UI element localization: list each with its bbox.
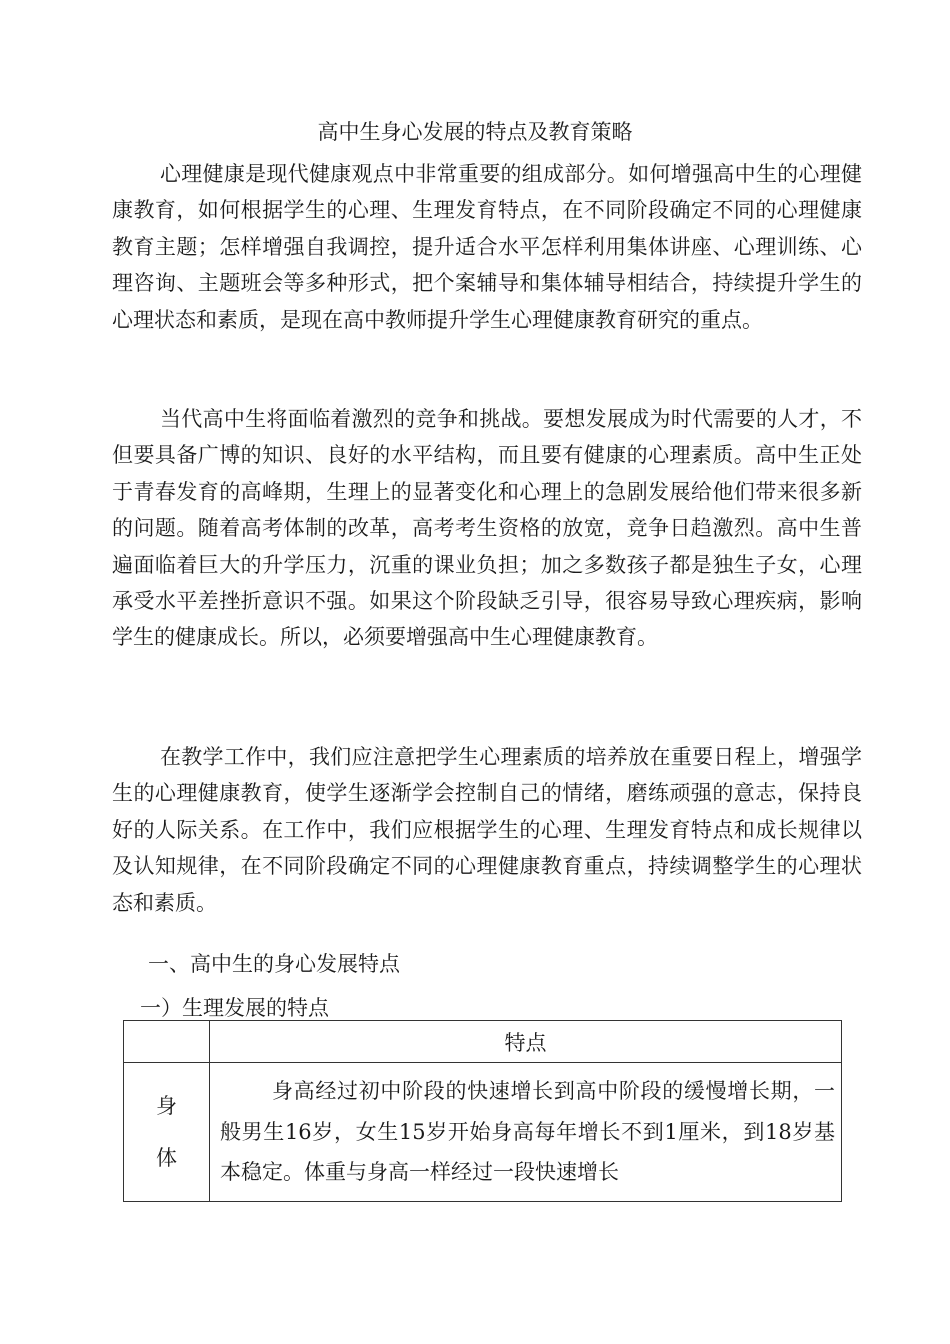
table-row [124,1063,842,1202]
paragraph-competition: 当代高中生将面临着激烈的竞争和挑战。要想发展成为时代需要的人才，不但要具备广博的知识、良好的水平结构，而且要有健康的心理素质。高中生正处于青春发育的高峰期，生理上的显著变化和心理上的急剧发展给他们带来很多新的问题。随着高考体制的改革，高考考生资格的放宽，竞争日趋激烈。高中生普遍面临着巨大的升学压力，沉重的课业负担；加之多数孩子都是独生子女，心理承受水平差挫折意识不强。如果这个阶段缺乏引导，很容易导致心理疾病，影响学生的健康成长。所以，必须要增强高中生心理健康教育。 [112,407,862,650]
section-heading: 一、高中生的身心发展特点 [148,952,400,976]
row-label-char-2: 体 [156,1146,177,1170]
row-label-char-1: 身 [156,1094,177,1118]
table-cell-body: 身高经过初中阶段的快速增长到高中阶段的缓慢增长期，一般男生16岁，女生15岁开始身高每年增长不到1厘米，到18岁基本稳定。体重与身高一样经过一段快速增长 [210,1063,842,1202]
document-title: 高中生身心发展的特点及教育策略 [317,120,633,144]
paragraph-teaching: 在教学工作中，我们应注意把学生心理素质的培养放在重要日程上，增强学生的心理健康教育，使学生逐渐学会控制自己的情绪，磨练顽强的意志，保持良好的人际关系。在工作中，我们应根据学生的心理、生理发育特点和成长规律以及认知规律，在不同阶段确定不同的心理健康教育重点，持续调整学生的心理状态和素质。 [112,745,862,915]
table-header-empty [124,1021,210,1063]
table-header-row [124,1021,842,1063]
subsection-heading: 一）生理发展的特点 [140,996,329,1020]
paragraph-intro: 心理健康是现代健康观点中非常重要的组成部分。如何增强高中生的心理健康教育，如何根据学生的心理、生理发育特点，在不同阶段确定不同的心理健康教育主题；怎样增强自我调控，提升适合水平怎样利用集体讲座、心理训练、心理咨询、主题班会等多种形式，把个案辅导和集体辅导相结合，持续提升学生的心理状态和素质，是现在高中教师提升学生心理健康教育研究的重点。 [112,162,862,332]
table-row-label [124,1063,210,1202]
characteristics-table [123,1020,842,1202]
table-header-characteristics: 特点 [210,1021,842,1063]
